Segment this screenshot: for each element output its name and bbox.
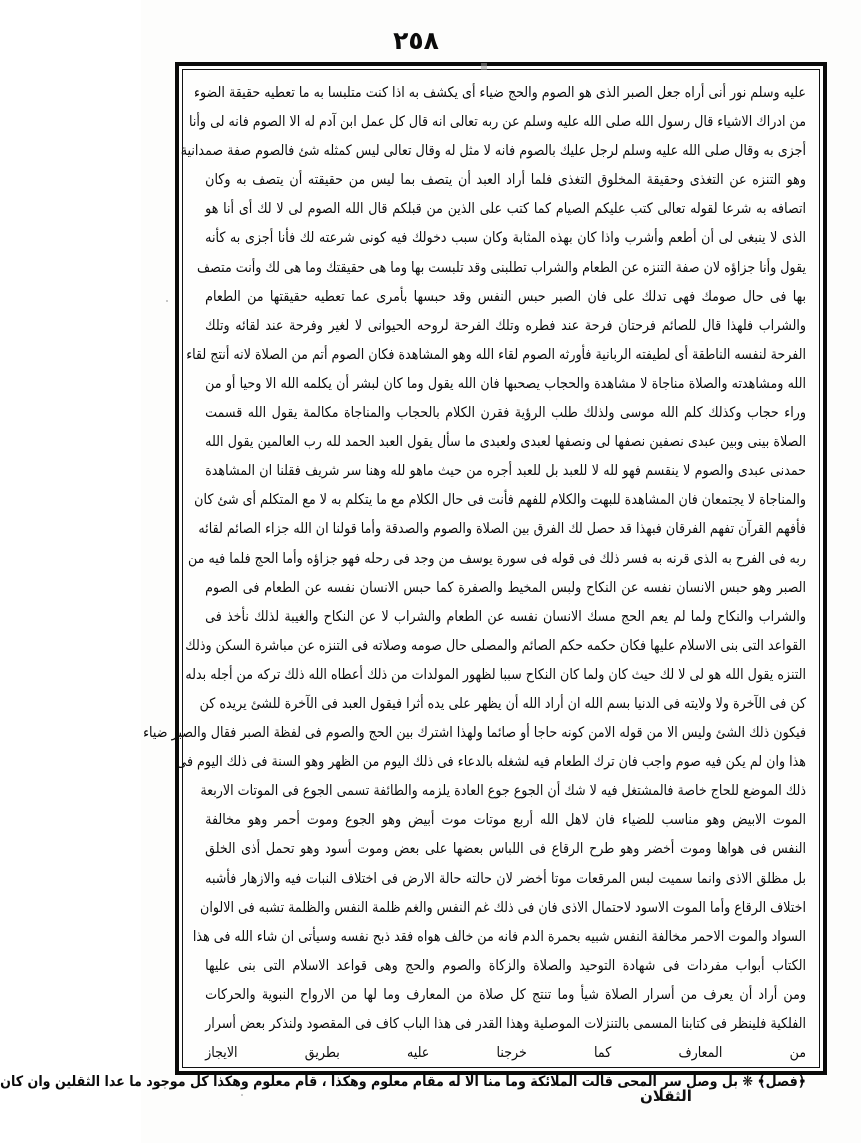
text-block bbox=[0, 70, 819, 1103]
text-line: الفرحة لنفسه الناطقة أى لطيفته الربانية فأورثه الصوم لقاء الله وهو المشاهدة فكان الصوم أتم من الصلاة لانه أنتج لقاء bbox=[186, 346, 806, 363]
scan-speck bbox=[481, 63, 487, 70]
section-heading-line: ﴿فصل﴾ ❋ بل وصل سر المحى قالت الملائكة وما منا الا له مقام معلوم وهكذا ، قام معلوم وهكذا كل موجود ما عدا الثقلين وان كان bbox=[0, 1074, 806, 1091]
text-line: بها فى حال صومك فهى تدلك على فان الصبر حبس النفس وقد حبسها بأمرى عما تعطيه حقيقتها من الطعام bbox=[205, 288, 806, 305]
folio-number bbox=[141, 26, 861, 55]
text-line: اتصافه به شرعا لقوله تعالى كتب عليكم الصيام كما كتب على الذين من قبلكم قال الله الصوم لى لا لك أى أنا هو bbox=[205, 201, 806, 218]
text-line: فأفهم القرآن تفهم الفرقان فبهذا قد حصل لك الفرق بين الصلاة والصوم والصدقة وأما قولنا ان الله جزاء الصائم لقائه bbox=[198, 521, 806, 538]
text-line: اختلاف الرقاع وأما الموت الاسود لاحتمال الاذى فان فى ذلك غم النفس والغم ظلمة النفس والظلمة تشبه فى الالوان bbox=[200, 899, 806, 916]
text-line: القواعد التى بنى الاسلام عليها فكان حكمه حكم الصائم والمصلى حال صومه وصلاته فى التنزه عن مباشرة السكن وذلك bbox=[185, 637, 806, 654]
text-line: يقول وأنا جزاؤه لان صفة التنزه عن الطعام والشراب تطلبنى وقد تلبست بها وما هى حقيقتك وما هى لك وأنت متصف bbox=[197, 259, 807, 276]
text-line: هذا وان لم يكن فيه صوم واجب فان ترك الطعام فيه لشغله بالدعاء فى ذلك اليوم من الظهر وهو السنة فى ذلك اليوم فى bbox=[176, 754, 807, 771]
page-border-inner-rule bbox=[0, 69, 820, 1091]
text-line: والشراب والنكاح ولما لم يعم الحج مسك الانسان نفسه عن الطعام والشراب لا عن النكاح والغيبة لذلك نأخذ فى bbox=[205, 608, 806, 625]
text-line: الله ومشاهدته والصلاة مناجاة لا مشاهدة والحجاب يصحبها فان الله يقول وما كان لبشر أن يكلمه الله الا وحيا أو من bbox=[205, 375, 806, 392]
text-line: فيكون ذلك الشئ وليس الا من قوله الامن كونه حاجا أو صائما ولهذا اشترك بين الحج والصوم فى لفظة الصبر فقال والصبر ضياء bbox=[143, 725, 806, 742]
text-line: الصلاة بينى وبين عبدى نصفين نصفها لى ونصفها لعبدى ولعبدى ما سأل يقول العبد الحمد لله رب العالمين يقول الله bbox=[205, 434, 806, 451]
scan-speck bbox=[241, 1094, 243, 1096]
catchword-value: الثقلان bbox=[640, 1087, 692, 1105]
text-line: حمدنى عبدى والصوم لا ينقسم فهو لله لا للعبد بل للعبد أجره من حيث ماهو لله وهنا سر شريف فقلنا ان المشاهدة bbox=[205, 463, 806, 480]
text-line: السواد والموت الاحمر مخالفة النفس شبيه بحمرة الدم فانه من خالف هواه فقد ذبح نفسه وسيأتى ان شاء الله فى هذا bbox=[192, 928, 806, 945]
text-line: من ادراك الاشياء قال رسول الله صلى الله عليه وسلم عن ربه تعالى انه قال كل عمل ابن آدم له الا الصوم فانه لى وأنا bbox=[189, 114, 807, 131]
text-line: وراء حجاب وكذلك كلم الله موسى ولذلك طلب الرؤية فقرن الكلام بالحجاب والمناجاة مكالمة يقول الله قسمت bbox=[205, 405, 806, 422]
text-line: من المعارف كما خرجنا عليه بطريق الايجاز bbox=[205, 1045, 806, 1062]
text-line: الموت الابيض وهو مناسب للضياء فان لاهل الله أربع موتات موت أبيض وهو الجوع وموت أحمر وهو مخالفة bbox=[205, 812, 806, 829]
text-line: الكتاب أبواب مفردات فى شهادة التوحيد والصلاة والزكاة والصوم والحج وهى قواعد الاسلام التى بنى عليها bbox=[205, 957, 806, 974]
text-line: والمناجاة لا يجتمعان فان المشاهدة للبهت والكلام للفهم فأنت فى حال الكلام مع ما يتكلم به لا مع المتكلم أى شئ كان bbox=[194, 492, 806, 509]
text-line: الذى لا ينبغى لى أن أطعم وأشرب واذا كان بهذه المثابة وكان سبب دخولك فيه كونى شرعته لك فأنا أجزى به كأنه bbox=[205, 230, 806, 247]
page-border-frame bbox=[0, 62, 827, 1091]
page-number-value: ٢٥٨ bbox=[393, 26, 439, 55]
text-line: كن فى الآخرة ولا ولايته فى الدنيا بسم الله ان أراد الله أن يظهر على يده أثرا فيقول العبد فى الآخرة للشئ يريده كن bbox=[199, 695, 806, 712]
text-line: الصبر وهو حبس الانسان نفسه عن النكاح ولبس المخيط والصفرة كما حبس الانسان نفسه عن الطعام فى الصوم bbox=[205, 579, 806, 596]
text-line: ربه فى الفرح به الذى قرنه به فسر ذلك فى قوله فى سورة يوسف من وجد فى رحله فهو جزاؤه وأما الحج فلما فيه من bbox=[188, 550, 806, 567]
text-line: أجزى به وقال صلى الله عليه وسلم لرجل عليك بالصوم فانه لا مثل له وقال تعالى ليس كمثله شئ فالصوم صفة صمدانية bbox=[180, 143, 806, 160]
text-line: التنزه يقول الله هو لى لا لك حيث كان ولما كان النكاح سببا لظهور المولدات من ذلك أعطاه الله ذلك تركه من أجله بدله bbox=[185, 666, 806, 683]
catchword bbox=[141, 1086, 861, 1105]
text-line: الفلكية فلينظر فى كتابنا المسمى بالتنزلات الموصلية وهذا القدر فى هذا الباب كاف فى المقصود ولنذكر بعض أسرار bbox=[205, 1016, 806, 1032]
text-line: ومن أراد أن يعرف من أسرار الصلاة شيأ وما تنتج كل صلاة من المعارف وما لها من الارواح النبوية والحركات bbox=[205, 986, 806, 1003]
text-line: وهو التنزه عن التغذى وحقيقة المخلوق التغذى فلما أراد العبد أن يتصف بما ليس من حقيقته أن يتصف به وكان bbox=[205, 172, 806, 189]
text-line: والشراب فلهذا قال للصائم فرحتان فرحة عند فطره وتلك الفرحة لروحه الحيوانى لا لغير وفرحة عند لقائه وتلك bbox=[205, 317, 806, 334]
scan-speck bbox=[166, 300, 168, 302]
text-line: بل مظلق الاذى وانما سميت لبس المرقعات موتا أخضر لان حالته حالة الارض فى اختلاف النبات فيه والازهار فأشبه bbox=[205, 870, 806, 887]
text-line: النفس فى هواها وموت أخضر وهو طرح الرقاع فى اللباس بعضها على بعض وموت أسود وهو تحمل أذى الخلق bbox=[205, 841, 806, 858]
text-line: ذلك الموضع للحاج خاصة فالمشتغل فيه لا شك أن الجوع جوع العادة يلزمه والطائفة تسمى الجوع فى الموتات الاربعة bbox=[200, 783, 806, 800]
text-line: عليه وسلم نور أنى أراه جعل الصبر الذى هو الصوم والحج ضياء أى يكشف به اذا كنت متلبسا به ما تعطيه حقيقة الضوء bbox=[194, 85, 806, 101]
